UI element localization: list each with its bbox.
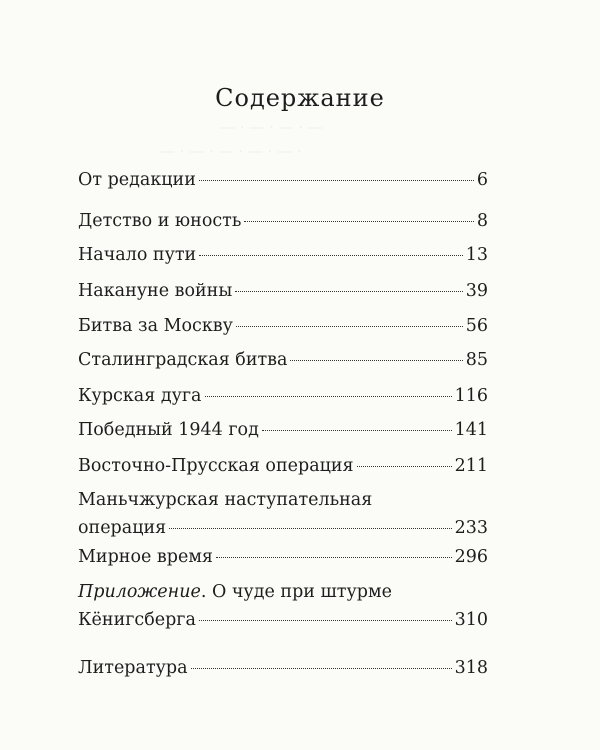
toc-entry[interactable] [78, 277, 488, 305]
dot-leader [357, 466, 452, 467]
toc-entry[interactable] [78, 166, 488, 194]
toc-entry-label: Восточно-Прусская операция [78, 456, 354, 476]
toc-entry[interactable] [78, 578, 488, 634]
toc-entry-label-rest: . О чуде при штурме [200, 582, 392, 602]
toc-entry[interactable] [78, 382, 488, 410]
toc-entry-label: Битва за Москву [78, 316, 233, 336]
dot-leader [235, 291, 462, 292]
page-title: Содержание [215, 84, 385, 112]
toc-entry-page: 39 [465, 281, 488, 301]
toc-entry-label-italic: Приложение [78, 582, 201, 602]
dot-leader [236, 326, 463, 327]
dot-leader [191, 668, 452, 669]
toc-entry-page: 85 [465, 350, 488, 370]
toc-entry-page: 233 [454, 518, 488, 538]
toc-entry-label: Курская дуга [78, 386, 202, 406]
toc-entry-page: 13 [465, 245, 488, 265]
toc-entry-label: Мирное время [78, 547, 213, 567]
dot-leader [199, 180, 474, 181]
toc-entry-page: 296 [454, 547, 488, 567]
toc-entry-page: 56 [465, 316, 488, 336]
toc-entry-label: Сталинградская битва [78, 350, 288, 370]
toc-entry-label: Накануне войны [78, 281, 233, 301]
toc-entry-page: 141 [454, 420, 488, 440]
toc-entry-label-line2: операция [78, 518, 167, 538]
toc-entry[interactable] [78, 416, 488, 444]
toc-entry-label: Начало пути [78, 245, 197, 265]
toc-entry-label: Литература [78, 658, 188, 678]
dot-leader [216, 557, 452, 558]
dot-leader [205, 396, 452, 397]
toc-entry[interactable] [78, 452, 488, 480]
toc-entry-label: Детство и юность [78, 211, 242, 231]
toc-entry[interactable] [78, 207, 488, 235]
dot-leader [169, 528, 451, 529]
toc-entry-label-line2: Кёнигсберга [78, 610, 196, 630]
toc-entry-page: 6 [476, 170, 488, 190]
toc-entry[interactable] [78, 346, 488, 374]
dot-leader [290, 360, 462, 361]
toc-entry-label-line1: Маньчжурская наступательная [78, 490, 373, 510]
toc-entry[interactable] [78, 543, 488, 571]
toc-entry-page: 8 [476, 211, 488, 231]
toc-entry[interactable] [78, 241, 488, 269]
toc-entry[interactable] [78, 486, 488, 542]
toc-entry-label: От редакции [78, 170, 196, 190]
toc-entry-page: 211 [454, 456, 488, 476]
dot-leader [199, 255, 462, 256]
toc-entry-page: 310 [454, 610, 488, 630]
toc-entry[interactable] [78, 312, 488, 340]
dot-leader [262, 430, 452, 431]
toc-entry-page: 116 [454, 386, 488, 406]
toc-entry-label: Победный 1944 год [78, 420, 259, 440]
bleed-through: — · — · — · — — · — · — · — · — · [160, 118, 323, 160]
toc-entry-label-line1 [78, 578, 488, 606]
dot-leader [244, 221, 473, 222]
toc-entry[interactable] [78, 654, 488, 682]
toc-entry-page: 318 [454, 658, 488, 678]
dot-leader [199, 620, 452, 621]
